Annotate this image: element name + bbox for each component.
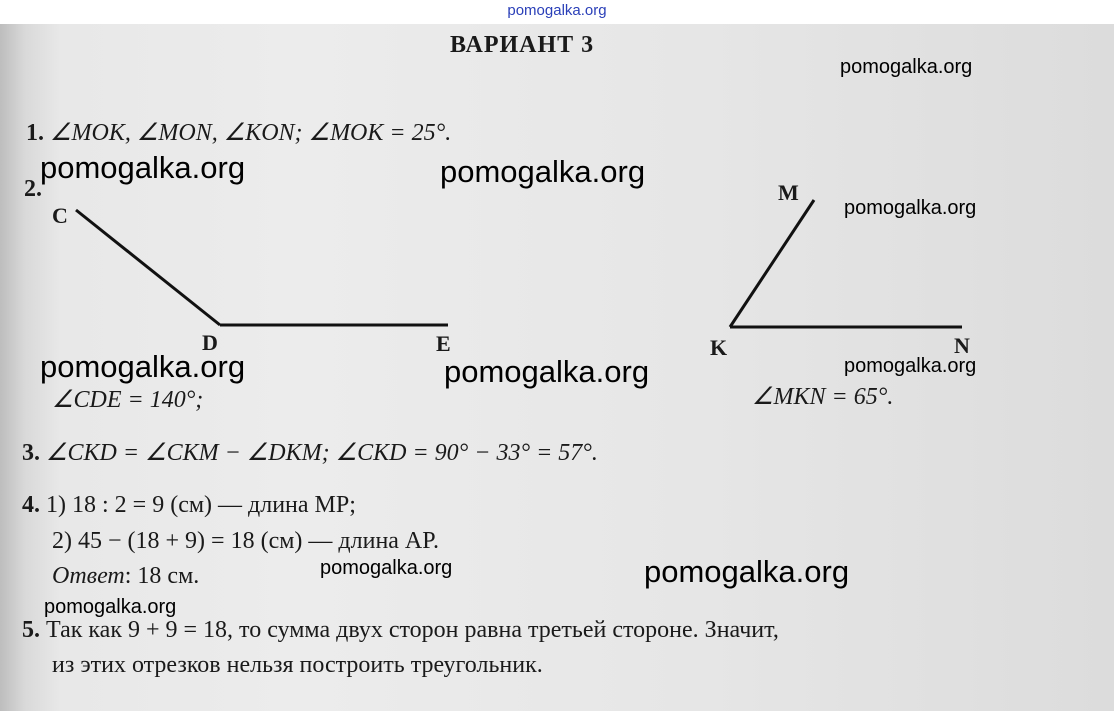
answer-value: : 18 см.	[124, 563, 200, 589]
watermark: pomogalka.org	[440, 154, 646, 189]
point-c-label: C	[52, 203, 68, 228]
task-4-answer	[52, 563, 199, 590]
task-5-text-1: Так как 9 + 9 = 18, то сумма двух сторон равна третьей стороне. Значит,	[46, 617, 779, 643]
task-1-number: 1.	[26, 120, 44, 146]
watermark: pomogalka.org	[844, 197, 977, 219]
watermark: pomogalka.org	[844, 355, 977, 377]
task-5-line-1	[22, 617, 779, 644]
point-m-label: M	[778, 180, 799, 205]
task-5-number: 5.	[22, 617, 40, 643]
point-k-label: K	[710, 335, 728, 360]
task-3	[22, 438, 598, 467]
task-4-line-1	[22, 492, 356, 519]
point-e-label: E	[436, 331, 451, 356]
answer-cde: ∠CDE = 140°;	[52, 387, 204, 413]
task-4-step-1: 1) 18 : 2 = 9 (см) — длина MP;	[46, 492, 356, 518]
watermark: pomogalka.org	[444, 354, 650, 389]
answer-label: Ответ	[52, 563, 125, 589]
page-title: ВАРИАНТ 3	[450, 32, 595, 58]
watermark: pomogalka.org	[40, 349, 246, 384]
point-d-label: D	[202, 330, 218, 355]
watermark: pomogalka.org	[320, 557, 453, 579]
task-4-step-2: 2) 45 − (18 + 9) = 18 (см) — длина AP.	[52, 528, 439, 554]
point-n-label: N	[954, 333, 970, 358]
task-1-text: ∠MOK, ∠MON, ∠KON; ∠MOK = 25°.	[50, 120, 452, 146]
segment-cd	[76, 210, 220, 325]
answer-mkn: ∠MKN = 65°.	[752, 384, 894, 410]
task-2-number: 2.	[24, 176, 42, 202]
task-3-text: ∠CKD = ∠CKM − ∠DKM; ∠CKD = 90° − 33° = 57°.	[46, 440, 598, 466]
task-4-number: 4.	[22, 492, 40, 518]
watermark: pomogalka.org	[644, 554, 850, 589]
watermark: pomogalka.org	[44, 596, 177, 618]
site-header-link[interactable]: pomogalka.org	[507, 2, 607, 19]
watermark: pomogalka.org	[40, 150, 246, 185]
task-5-text-2: из этих отрезков нельзя построить треугольник.	[52, 652, 543, 678]
watermark: pomogalka.org	[840, 56, 973, 78]
segment-km	[730, 200, 814, 327]
task-3-number: 3.	[22, 440, 40, 466]
